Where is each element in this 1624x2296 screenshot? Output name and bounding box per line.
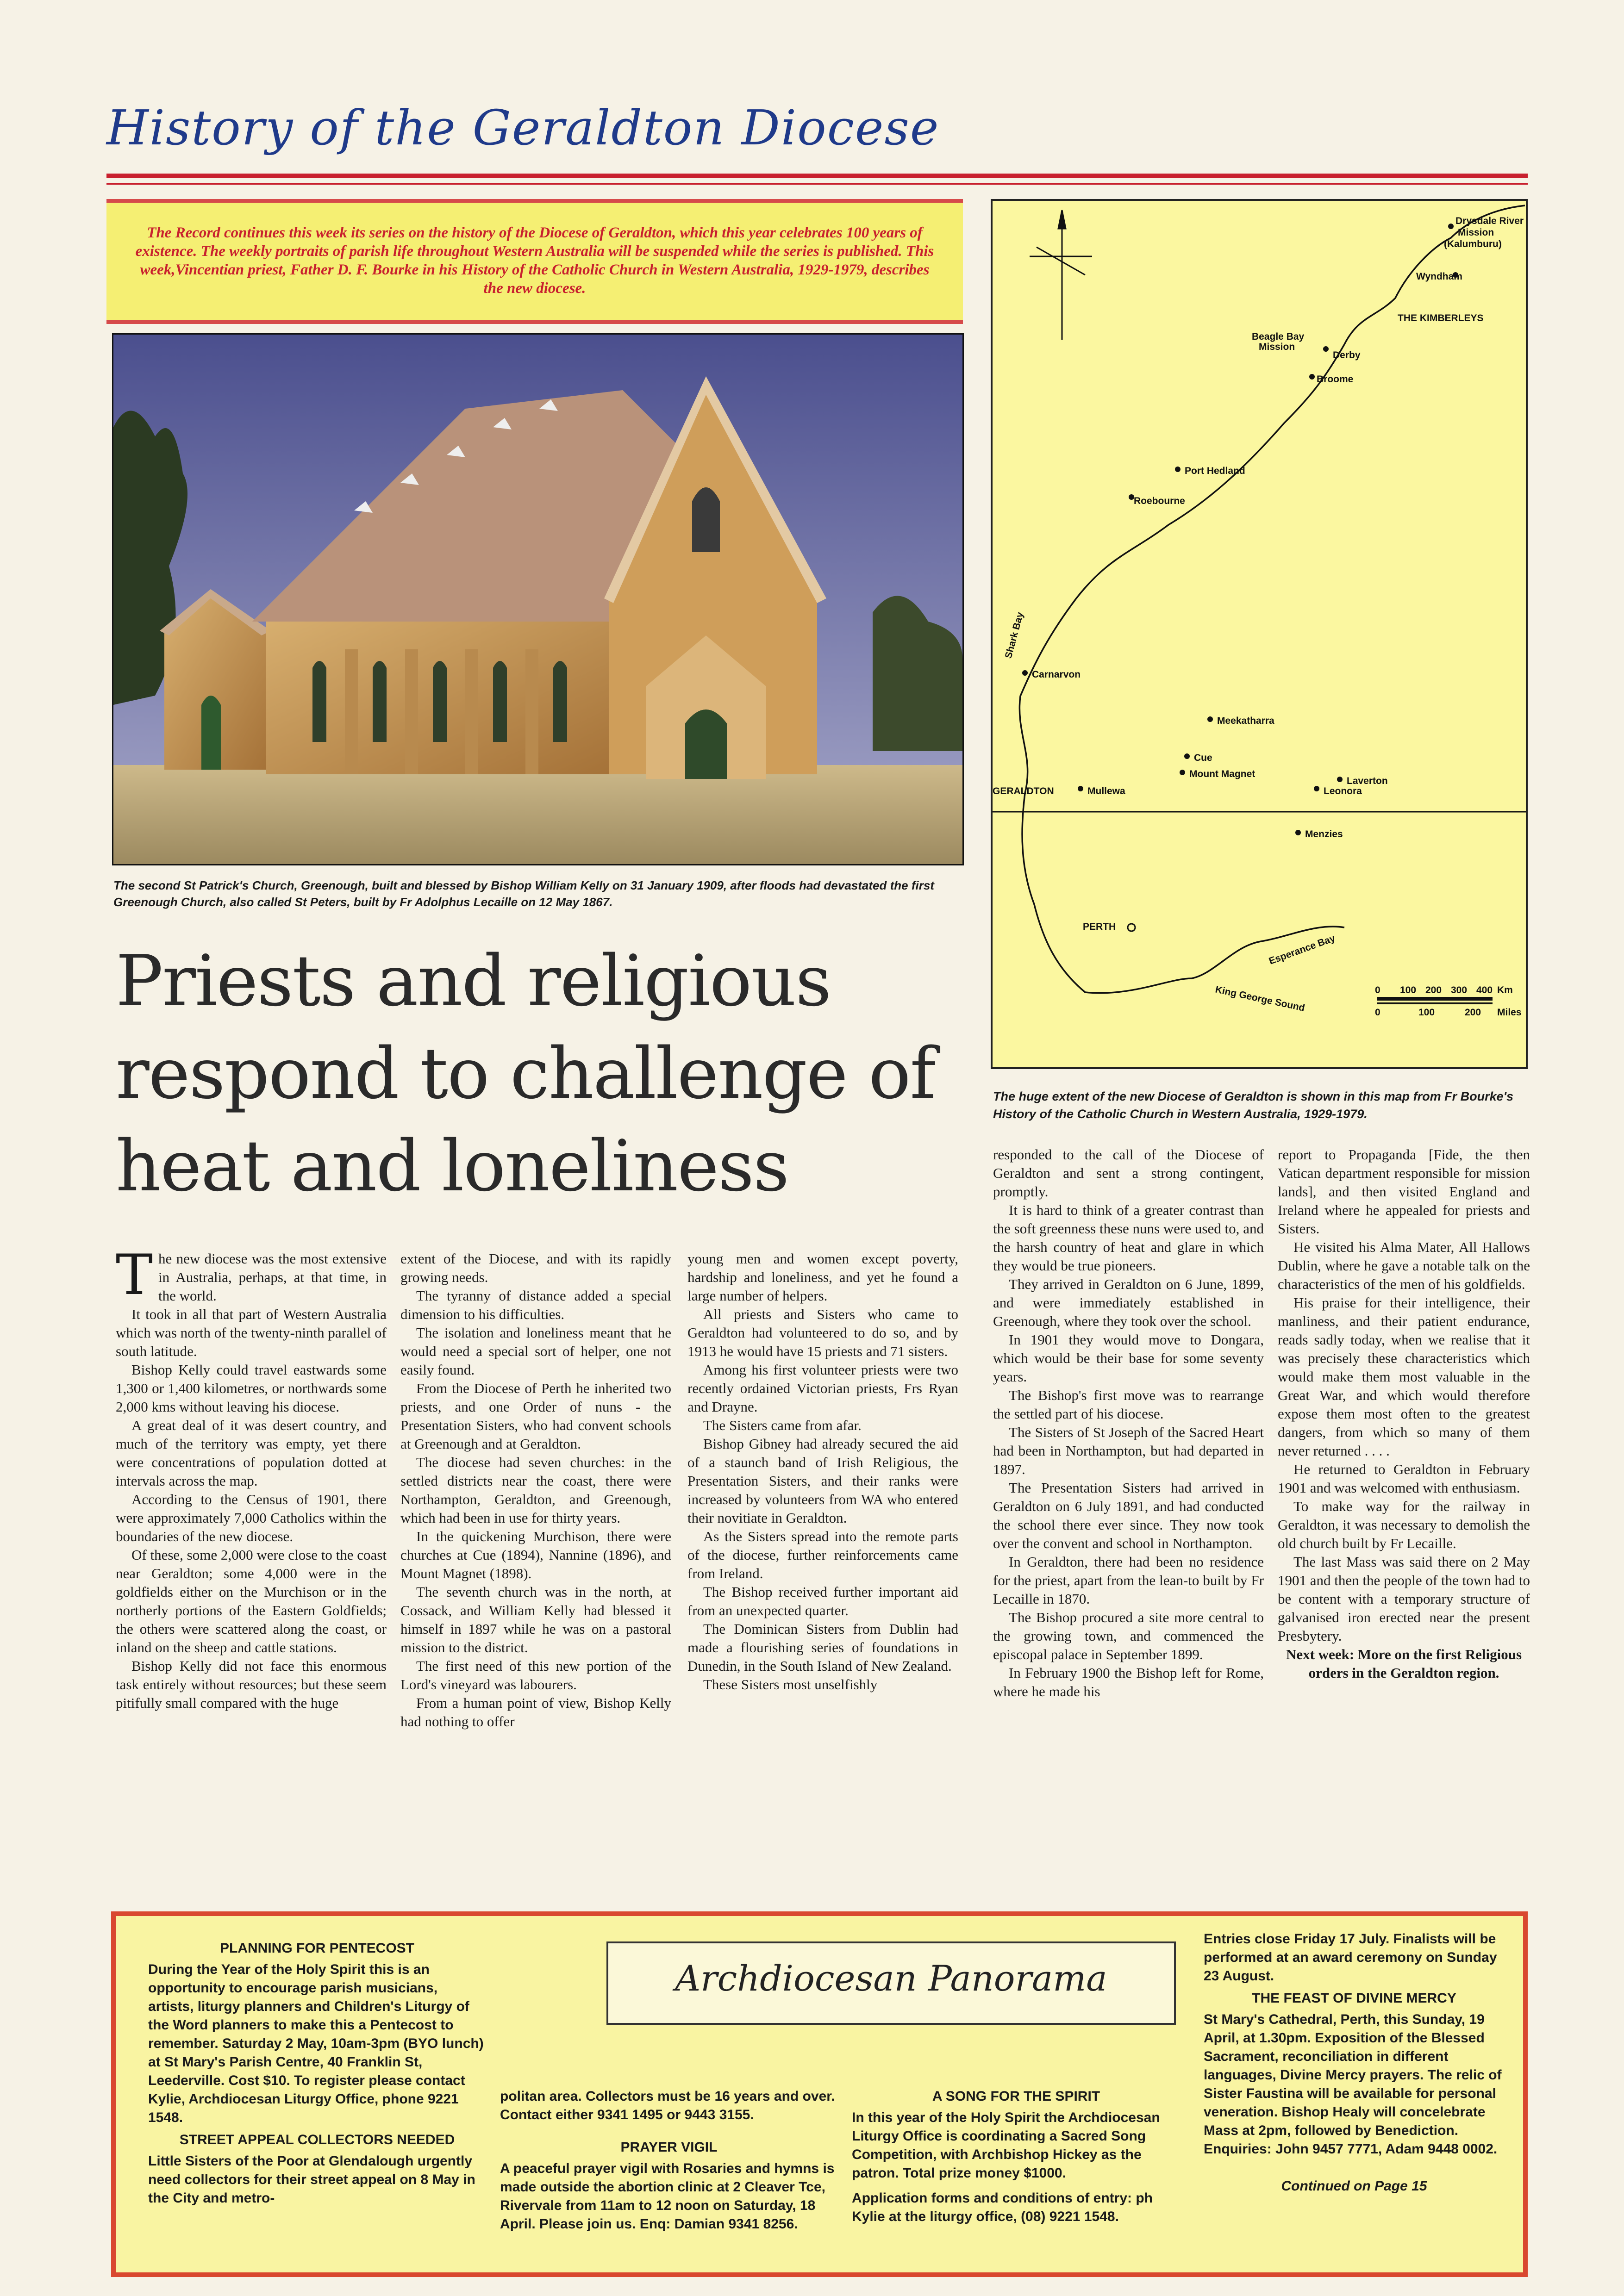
paragraph: In February 1900 the Bishop left for Rome, where he made his [993, 1665, 1264, 1699]
svg-text:200: 200 [1465, 1007, 1481, 1018]
paragraph: As the Sisters spread into the remote parts of the diocese, further reinforcements came from Ireland. [687, 1528, 958, 1581]
mercy-heading: THE FEAST OF DIVINE MERCY [1252, 1991, 1456, 2006]
pentecost-heading: PLANNING FOR PENTECOST [219, 1941, 414, 1956]
map-label-derby: Derby [1333, 350, 1361, 361]
svg-text:Km: Km [1497, 985, 1513, 996]
paragraph: The Sisters came from afar. [703, 1417, 862, 1433]
paragraph: report to Propaganda [Fide, the then Vatican department responsible for mission lands], and then visited England and Ireland where he appealed for priests and Sisters. [1278, 1146, 1530, 1237]
article-column-1 [116, 1243, 387, 1898]
paragraph: He visited his Alma Mater, All Hallows Dublin, where he gave a notable talk on the characteristics of the men of his goldfields. [1278, 1239, 1530, 1292]
svg-text:0: 0 [1375, 1007, 1380, 1018]
map-label-kimberleys: THE KIMBERLEYS [1398, 313, 1484, 324]
paragraph: Bishop Gibney had already secured the aid of a staunch band of Irish Religious, the Presentation Sisters, and their ranks were increased by volunteers from WA who entered their novitiate in Geraldton. [687, 1436, 958, 1526]
paragraph: Bishop Kelly did not face this enormous task entirely without resources; but these seem pitifully small compared with the huge [116, 1658, 387, 1711]
entries-body: Entries close Friday 17 July. Finalists will be performed at an award ceremony on Sunday 23 August. [1204, 1931, 1497, 1984]
continued-note: Continued on Page 15 [1281, 2178, 1427, 2194]
panorama-column-4 [1204, 1930, 1505, 2268]
paragraph: The Presentation Sisters had arrived in Geraldton on 6 July 1891, and had conducted the school there ever since. They now took over the convent and school in Northampton. [993, 1480, 1264, 1551]
map-label-leonora: Leonora [1324, 786, 1362, 796]
map-label-esperance: Esperance Bay [1267, 933, 1337, 967]
map-label-shark-bay: Shark Bay [1003, 611, 1026, 660]
map-label-meekatharra: Meekatharra [1217, 716, 1274, 726]
svg-text:100: 100 [1400, 985, 1417, 996]
paragraph: All priests and Sisters who came to Geraldton had volunteered to do so, and by 1913 he would have 15 priests and 71 sisters. [687, 1306, 958, 1359]
map-label-laverton: Laverton [1347, 776, 1388, 786]
north-arrow-icon [1030, 210, 1092, 340]
panorama-column-3 [852, 2087, 1181, 2272]
map-label-mullewa: Mullewa [1087, 786, 1125, 796]
map-caption: The huge extent of the new Diocese of Geraldton is shown in this map from Fr Bourke's History of the Catholic Church in Western Australia, 1929-1979. [993, 1089, 1514, 1121]
article-column-5 [1278, 1145, 1530, 1898]
paragraph: These Sisters most unselfishly [703, 1676, 878, 1692]
map-label-roebourne: Roebourne [1134, 496, 1185, 506]
intro-box: The Record continues this week its series on the history of the Diocese of Geraldton, which this year celebrates 100 years of existence. The weekly portraits of parish life throughout Western Australia will be suspended while the series is published. This week,Vincentian priest, Father D. F. Bourke in his History of the Catholic Church in Western Australia, 1929-1979, describes the new diocese. [106, 199, 963, 324]
panorama-column-1 [148, 1939, 486, 2263]
svg-text:300: 300 [1451, 985, 1468, 996]
paragraph: From a human point of view, Bishop Kelly had nothing to offer [400, 1695, 671, 1730]
paragraph: His praise for their intelligence, their manliness, and their patient endurance, reads sadly today, when we realise that it was precisely these characteristics which would make them most valuable in the Great War, and which would therefore expose them most often to the greatest dangers, from which so many of them never returned . . . . [1278, 1294, 1530, 1459]
coastline [1019, 205, 1525, 993]
svg-text:400: 400 [1476, 985, 1493, 996]
svg-text:Miles: Miles [1497, 1007, 1522, 1018]
paragraph: The Bishop's first move was to rearrange the settled part of his diocese. [993, 1387, 1264, 1422]
map-label-wyndham: Wyndham [1416, 271, 1462, 282]
map-label-perth: PERTH [1083, 921, 1116, 932]
church-photo [112, 333, 964, 865]
map-label-port-hedland: Port Hedland [1185, 466, 1245, 476]
paragraph: The tyranny of distance added a special dimension to his difficulties. [400, 1288, 671, 1322]
map-label-kalumburu: (Kalumburu) [1444, 239, 1502, 249]
song-body: In this year of the Holy Spirit the Archdiocesan Liturgy Office is coordinating a Sacred Song Competition, with Archbishop Hickey as the patron. Total prize money $1000. [852, 2110, 1160, 2181]
paragraph: The seventh church was in the north, at Cossack, and William Kelly had blessed it himself in 1897 while he was on a pastoral mission to the district. [400, 1584, 671, 1655]
paragraph: A great deal of it was desert country, and much of the territory was empty, yet there were concentrations of population dotted at intervals across the map. [116, 1417, 387, 1489]
paragraph: young men and women except poverty, hardship and loneliness, and yet he found a large number of helpers. [687, 1251, 958, 1304]
paragraph: The Dominican Sisters from Dublin had made a flourishing series of foundations in Dunedin, in the South Island of New Zealand. [687, 1621, 958, 1674]
map-label-broome: Broome [1317, 374, 1354, 385]
article-column-3 [687, 1250, 958, 1898]
church-illustration [113, 335, 962, 864]
panorama-column-2 [500, 2087, 838, 2272]
paragraph: In the quickening Murchison, there were churches at Cue (1894), Nannine (1896), and Mount Magnet (1898). [400, 1528, 671, 1581]
paragraph: According to the Census of 1901, there were approximately 7,000 Catholics within the boundaries of the new diocese. [116, 1491, 387, 1544]
paragraph: From the Diocese of Perth he inherited two priests, and one Order of nuns - the Presentation Sisters, who had convent schools at Greenough and at Geraldton. [400, 1380, 671, 1452]
map-label-cue: Cue [1194, 753, 1212, 763]
collectors-heading: STREET APPEAL COLLECTORS NEEDED [179, 2132, 455, 2147]
vigil-heading: PRAYER VIGIL [620, 2140, 718, 2155]
paragraph: In 1901 they would move to Dongara, which would be their base for some seventy years. [993, 1332, 1264, 1385]
drop-cap: T [116, 1243, 153, 1307]
paragraph: Among his first volunteer priests were two recently ordained Victorian priests, Frs Ryan and Drayne. [687, 1362, 958, 1415]
article-column-2 [400, 1250, 671, 1898]
paragraph: The isolation and loneliness meant that he would need a special sort of helper, one not easily found. [400, 1325, 671, 1378]
paragraph: They arrived in Geraldton on 6 June, 1899, and were immediately established in Greenough, where they took over the school. [993, 1276, 1264, 1329]
paragraph: In Geraldton, there had been no residence for the priest, apart from the lean-to built by Fr Lecaille in 1870. [993, 1554, 1264, 1607]
panorama-title: Archdiocesan Panorama [675, 1958, 1107, 1999]
svg-text:0: 0 [1375, 985, 1380, 996]
paragraph: He returned to Geraldton in February 1901 and was welcomed with enthusiasm. [1278, 1461, 1530, 1496]
photo-caption: The second St Patrick's Church, Greenough, built and blessed by Bishop William Kelly on 31 January 1909, after floods had devastated the first Greenough Church, also called St Peters, built by Fr Adolphus Lecaille on 12 May 1867. [113, 878, 934, 909]
paragraph: The Bishop received further important aid from an unexpected quarter. [687, 1584, 958, 1618]
header-rule [106, 174, 1528, 178]
svg-text:200: 200 [1425, 985, 1442, 996]
song-heading: A SONG FOR THE SPIRIT [932, 2089, 1100, 2104]
paragraph: The Sisters of St Joseph of the Sacred Heart had been in Northampton, but had departed in 1897. [993, 1424, 1264, 1477]
paragraph: Bishop Kelly could travel eastwards some 1,300 or 1,400 kilometres, or northwards some 2,000 kms without leaving his diocese. [116, 1362, 387, 1415]
paragraph: extent of the Diocese, and with its rapidly growing needs. [400, 1251, 671, 1285]
paragraph: The diocese had seven churches: in the settled districts near the coast, there were Northampton, Geraldton, and Greenough, which had been in use for thirty years. [400, 1454, 671, 1526]
paragraph: The Bishop procured a site more central to the growing town, and commenced the episcopal palace in September 1899. [993, 1609, 1264, 1662]
map-label-mount-magnet: Mount Magnet [1189, 769, 1255, 779]
paragraph: responded to the call of the Diocese of Geraldton and sent a strong contingent, promptly. [993, 1146, 1264, 1200]
next-week-teaser: Next week: More on the first Religious orders in the Geraldton region. [1286, 1646, 1522, 1681]
song-body-2: Application forms and conditions of entry: ph Kylie at the liturgy office, (08) 9221 1548. [852, 2190, 1153, 2224]
section-title: History of the Geraldton Diocese [106, 100, 940, 156]
headline: Priests and religious respond to challenge of heat and loneliness [116, 940, 935, 1207]
map-label-carnarvon: Carnarvon [1032, 669, 1081, 680]
map-label-mission: Mission [1458, 227, 1494, 238]
map-label-menzies: Menzies [1305, 829, 1343, 840]
pentecost-body: During the Year of the Holy Spirit this is an opportunity to encourage parish musicians, artists, liturgy planners and Children's Liturgy of the Word planners to make this a Pentecost to remember. Saturday 2 May, 10am-3pm (BYO lunch) at St Mary's Parish Centre, 40 Franklin St, Leederville. Cost $10. To register please contact Kylie, Archdiocesan Liturgy Office, phone 9221 1548. [148, 1962, 484, 2125]
collectors-continued: politan area. Collectors must be 16 years and over. Contact either 9341 1495 or 9443 3155. [500, 2089, 835, 2122]
map-scale-bar [1375, 985, 1522, 1018]
collectors-body: Little Sisters of the Poor at Glendalough urgently need collectors for their street appeal on 8 May in the City and metro- [148, 2153, 475, 2206]
article-column-4 [993, 1145, 1264, 1898]
map-label-drysdale: Drysdale River [1455, 216, 1524, 226]
map-label-king-george: King George Sound [1214, 984, 1306, 1014]
paragraph: To make way for the railway in Geraldton, it was necessary to demolish the old church built by Fr Lecaille. [1278, 1498, 1530, 1551]
mercy-body: St Mary's Cathedral, Perth, this Sunday, 19 April, at 1.30pm. Exposition of the Blessed Sacrament, reconciliation in different languages, Divine Mercy prayers. The relic of Sister Faustina will be available for personal veneration. Bishop Healy will concelebrate Mass at 2pm, followed by Benediction. Enquiries: John 9457 7771, Adam 9448 0002. [1204, 2012, 1502, 2157]
map-label-beagle-bay: Beagle Bay [1252, 331, 1305, 342]
vigil-body: A peaceful prayer vigil with Rosaries and hymns is made outside the abortion clinic at 2 Cleaver Tce, Rivervale from 11am to 12 noon on Saturday, 18 April. Please join us. Enq: Damian 9341 8256. [500, 2161, 835, 2232]
header-rule-thin [106, 183, 1528, 185]
paragraph: It is hard to think of a greater contrast than the soft greenness these nuns were used to, and the harsh country of heat and glare in which they would be true pioneers. [993, 1202, 1264, 1274]
svg-text:100: 100 [1418, 1007, 1435, 1018]
map-label-geraldton: GERALDTON [993, 786, 1054, 796]
paragraph: The first need of this new portion of the Lord's vineyard was labourers. [400, 1658, 671, 1692]
lead-paragraph: The new diocese was the most extensive in Australia, perhaps, at that time, in the world. [116, 1243, 387, 1307]
map-svg [993, 201, 1526, 1067]
map-label-beagle-mission: Mission [1259, 342, 1295, 352]
diocese-map [991, 199, 1528, 1069]
paragraph: It took in all that part of Western Australia which was north of the twenty-ninth parallel of south latitude. [116, 1306, 387, 1359]
paragraph: The last Mass was said there on 2 May 1901 and then the people of the town had to be content with a temporary structure of galvanised iron erected near the present Presbytery. [1278, 1554, 1530, 1644]
paragraph: Of these, some 2,000 were close to the coast near Geraldton; some 4,000 were in the goldfields either on the Murchison or in the northerly portions of the Eastern Goldfields; the others were scattered along the coast, or inland on the sheep and cattle stations. [116, 1547, 387, 1655]
